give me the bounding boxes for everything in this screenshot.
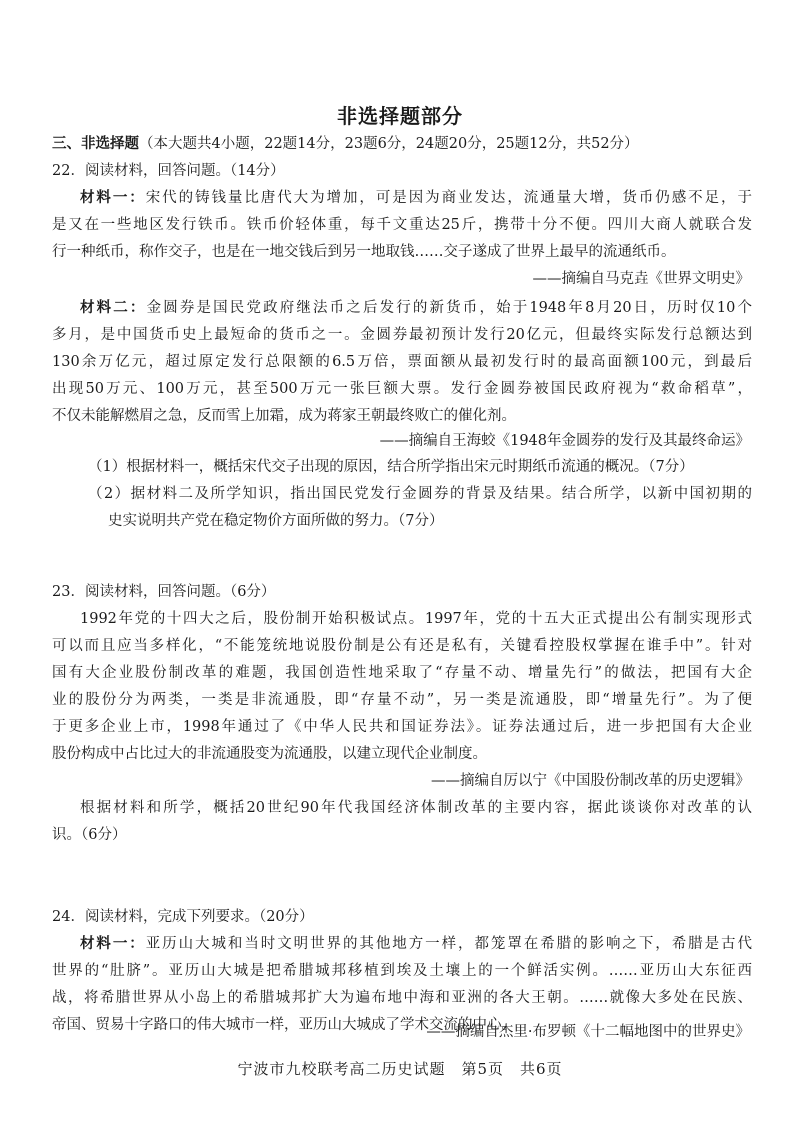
q22-head: 22．阅读材料，回答问题。（14分） (52, 163, 285, 179)
q22-material1-line: 是又在一些地区发行铁币。铁币价轻体重，每千文重达25斤，携带十分不便。四川大商人就联合发 (52, 217, 752, 233)
q22-material2-line: 出现50万元、100万元，甚至500万元一张巨额大票。发行金圆券被国民政府视为“救命稻草”， (52, 381, 752, 397)
q23-material-line: 1992年党的十四大之后，股份制开始积极试点。1997年，党的十五大正式提出公有制实现形式 (80, 611, 752, 627)
q23-material-line: 于更多企业上市，1998年通过了《中华人民共和国证券法》。证券法通过后，进一步把国有大企业 (52, 719, 752, 735)
q23-material-line: 国有大企业股份制改革的难题，我国创造性地采取了“存量不动、增量先行”的做法，把国有大企 (52, 665, 752, 681)
q22-material1-line: 行一种纸币，称作交子，也是在一地交钱后到另一地取钱……交子遂成了世界上最早的流通纸币。 (52, 244, 676, 260)
q22-material1-source: ——摘编自马克垚《世界文明史》 (532, 271, 750, 287)
q24-material1-line: 材料一：亚历山大城和当时文明世界的其他地方一样，都笼罩在希腊的影响之下，希腊是古代 (80, 935, 752, 952)
q23-material-line: 可以而且应当多样化，“不能笼统地说股份制是公有还是私有，关键看控股权掌握在谁手中”。针对 (52, 638, 752, 654)
q24-material1-line: 帝国、贸易十字路口的伟大城市一样，亚历山大城成了学术交流的中心。 (52, 1017, 516, 1033)
q22-material2-source: ——摘编自王海蛟《1948年金圆券的发行及其最终命运》 (379, 433, 750, 449)
q22-material2-line: 材料二：金圆券是国民党政府继法币之后发行的新货币，始于1948年8月20日，历时仅10个 (80, 299, 752, 316)
material-label: 材料二： (80, 299, 147, 316)
q24-material1-line: 世界的“肚脐”。亚历山大城是把希腊城邦移植到埃及土壤上的一个鲜活实例。……亚历山大东征西 (52, 963, 752, 979)
q23-head: 23．阅读材料，回答问题。（6分） (52, 584, 276, 600)
material-label: 材料一： (80, 189, 146, 206)
q23-source: ——摘编自厉以宁《中国股份制改革的历史逻辑》 (431, 773, 750, 789)
section-head: 三、非选择题 (52, 135, 139, 152)
page-title: 非选择题部分 (337, 104, 463, 128)
q24-material1-line: 战，将希腊世界从小岛上的希腊城邦扩大为遍布地中海和亚洲的各大王朝。……就像大多处在民族、 (52, 990, 752, 1006)
q24-material1-source: ——摘编自杰里·布罗顿《十二幅地图中的世界史》 (426, 1024, 750, 1040)
q22-subquestion-1: （1）根据材料一，概括宋代交子出现的原因，结合所学指出宋元时期纸币流通的概况。（7分） (88, 459, 694, 475)
page-footer: 宁波市九校联考高二历史试题 第5页 共6页 (237, 1060, 563, 1078)
q22-material2-line: 多月，是中国货币史上最短命的货币之一。金圆券最初预计发行20亿元，但最终实际发行总额达到 (52, 327, 752, 343)
section-note: （本大题共4小题，22题14分，23题6分，24题20分，25题12分，共52分） (139, 136, 639, 152)
q22-material2-line: 130余万亿元，超过原定发行总限额的6.5万倍，票面额从最初发行时的最高面额100元，到最后 (52, 354, 752, 370)
q22-subquestion-2: （2）据材料二及所学知识，指出国民党发行金圆券的背景及结果。结合所学，以新中国初期的 (88, 486, 752, 502)
q23-material-line: 股份构成中占比过大的非流通股变为流通股，以建立现代企业制度。 (52, 746, 487, 762)
q22-material2-line: 不仅未能解燃眉之急，反而雪上加霜，成为蒋家王朝最终败亡的催化剂。 (52, 408, 516, 424)
q23-material-line: 业的股份分为两类，一类是非流通股，即“存量不动”，另一类是流通股，即“增量先行”。为了便 (52, 692, 752, 708)
q23-question-cont: 识。（6分） (52, 827, 127, 843)
q22-material1-line: 材料一：宋代的铸钱量比唐代大为增加，可是因为商业发达，流通量大增，货币仍感不足，于 (80, 189, 752, 206)
section-heading (52, 134, 752, 154)
material-label: 材料一： (80, 935, 146, 952)
q22-subquestion-2-cont: 史实说明共产党在稳定物价方面所做的努力。（7分） (108, 513, 444, 529)
q24-head: 24．阅读材料，完成下列要求。（20分） (52, 909, 314, 925)
q23-question: 根据材料和所学，概括20世纪90年代我国经济体制改革的主要内容，据此谈谈你对改革的认 (80, 800, 752, 816)
